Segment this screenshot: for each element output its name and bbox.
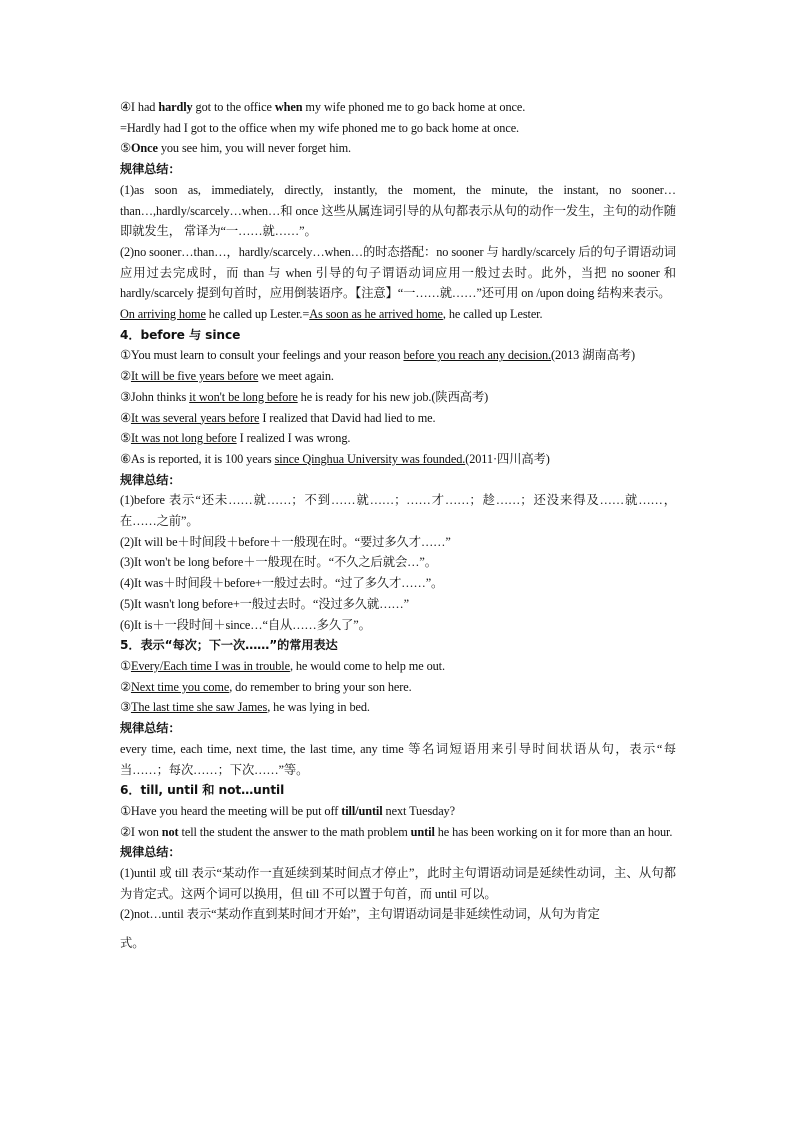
before-example-2: ②It will be five years before we meet again. — [120, 369, 334, 384]
section-heading-till-until: 6．till, until 和 not…until — [120, 783, 285, 798]
time-phrase-rule: every time, each time, next time, the last time, any time 等名词短语用来引导时间状语从句，表示“每当……；每次……；下次……”等。 — [120, 741, 676, 777]
until-example-1: ①Have you heard the meeting will be put off till/until next Tuesday? — [120, 803, 455, 818]
before-example-4: ④It was several years before I realized that David had lied to me. — [120, 410, 436, 425]
last-time-example-3: ③The last time she saw James, he was lying in bed. — [120, 700, 370, 715]
summary-heading: 规律总结： — [120, 845, 181, 860]
next-time-example-2: ②Next time you come, do remember to bring your son here. — [120, 679, 412, 694]
section-heading-each-time: 5．表示“每次；下一次……”的常用表达 — [120, 638, 338, 653]
before-rule-1: (1)before 表示“还未……就……；不到……就……；……才……；趁……；还没来得及……就……，在……之前”。 — [120, 493, 676, 529]
not-until-rule-2: (2)not…until 表示“某动作直到某时间才开始”，主句谓语动词是非延续性动词，从句为肯定 — [120, 907, 600, 922]
on-arriving-example: On arriving home he called up Lester.=As soon as he arrived home, he called up Lester. — [120, 307, 543, 322]
example-5: ⑤Once you see him, you will never forget him. — [120, 141, 352, 156]
example-4: ④I had hardly got to the office when my wife phoned me to go back home at once. — [120, 100, 526, 114]
summary-rule-2: (2)no sooner…than…，hardly/scarcely…when…的时态搭配：no sooner 与 hardly/scarcely 后的句子谓语动词应用过去完成时，而 than 与 when 引导的句子谓语动词应用一般过去时。此外，当把 no sooner 和 hardly/scarcely 提到句首时，应用倒装语序。【注意】“一……就……”还可用 on /upon doing 结构来表示。 — [120, 244, 676, 301]
summary-heading: 规律总结： — [120, 721, 181, 736]
section-heading-before-since: 4．before 与 since — [120, 327, 241, 342]
since-rule-6: (6)It is＋一段时间＋since…“自从……多久了”。 — [120, 617, 371, 632]
summary-rule-1: (1)as soon as, immediately, directly, instantly, the moment, the minute, the instant, no sooner…than…,hardly/scarcely…when…和 once 这些从属连词引导的从句都表示从句的动作一发生，主句的动作随即就发生， 常译为“一……就……”。 — [120, 182, 676, 239]
before-rule-5: (5)It wasn't long before+一般过去时。“没过多久就……” — [120, 596, 409, 611]
before-rule-3: (3)It won't be long before＋一般现在时。“不久之后就会…”。 — [120, 555, 437, 570]
not-until-rule-2-end: 式。 — [120, 936, 145, 951]
before-example-1: ①You must learn to consult your feelings and your reason before you reach any decision.(2013 湖南高考) — [120, 348, 635, 363]
example-4-inversion: =Hardly had I got to the office when my wife phoned me to go back home at once. — [120, 120, 520, 135]
summary-heading: 规律总结： — [120, 162, 181, 177]
since-example-6: ⑥As is reported, it is 100 years since Qinghua University was founded.(2011·四川高考) — [120, 451, 550, 466]
before-rule-2: (2)It will be＋时间段＋before＋一般现在时。“要过多久才……” — [120, 534, 451, 549]
each-time-example-1: ①Every/Each time I was in trouble, he would come to help me out. — [120, 658, 445, 673]
before-example-3: ③John thinks it won't be long before he is ready for his new job.(陕西高考) — [120, 389, 489, 404]
before-example-5: ⑤It was not long before I realized I was wrong. — [120, 431, 351, 446]
until-rule-1: (1)until 或 till 表示“某动作一直延续到某时间点才停止”，此时主句谓语动词是延续性动词，主、从句都为肯定式。这两个词可以换用，但 till 不可以置于句首，而 until 可以。 — [120, 866, 676, 901]
document-body — [120, 97, 676, 954]
summary-heading: 规律总结： — [120, 472, 181, 487]
before-rule-4: (4)It was＋时间段＋before+一般过去时。“过了多久才……”。 — [120, 576, 444, 591]
not-until-example-2: ②I won not tell the student the answer to the math problem until he has been working on it for more than an hour. — [120, 824, 673, 839]
